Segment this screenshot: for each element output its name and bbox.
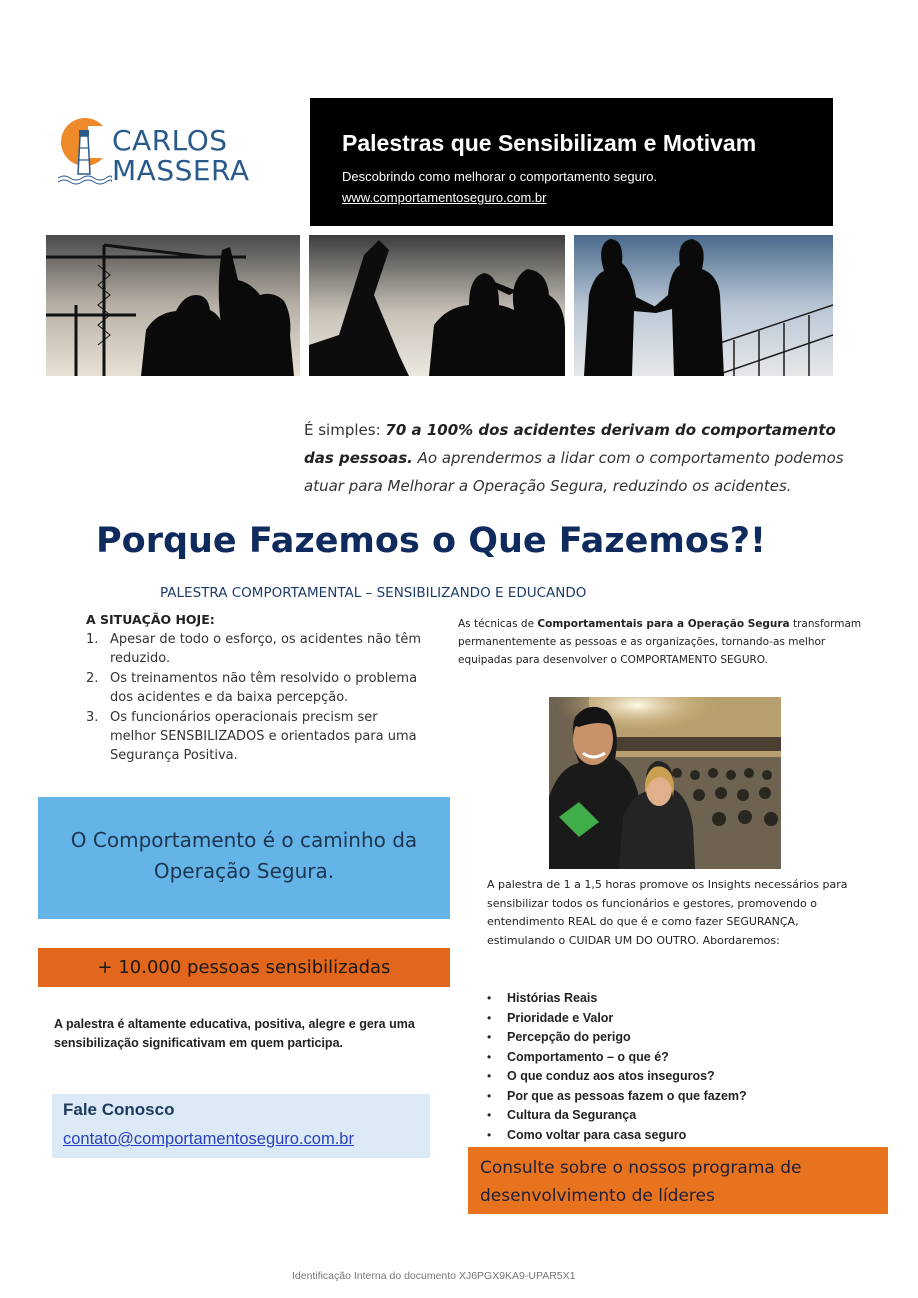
audience-selfie-photo	[549, 697, 781, 869]
list-item: 2. Os treinamentos não têm resolvido o problema dos acidentes e da baixa percepção.	[86, 671, 418, 705]
list-item: • Por que as pessoas fazem o que fazem?	[487, 1087, 867, 1107]
techniques-paragraph: As técnicas de Comportamentais para a Operação Segura transformam permanentemente as pessoas e as organizações, tornando-as melhor equipadas para desenvolver o COMPORTAMENTO SEGURO.	[458, 618, 862, 666]
photo-handshake	[574, 235, 833, 376]
company-logo	[58, 112, 288, 192]
list-item: • Percepção do perigo	[487, 1028, 867, 1048]
page-title: Porque Fazemos o Que Fazemos?!	[96, 521, 766, 561]
lighthouse-logo-icon	[58, 112, 112, 186]
topics-list	[487, 989, 867, 1145]
contact-box	[52, 1094, 430, 1158]
logo-text: CARLOS MASSERA	[112, 124, 250, 187]
lecture-promo-paragraph: A palestra de 1 a 1,5 horas promove os Insights necessários para sensibilizar todos os funcionários e gestores, promovendo o entendimento REAL do que é e como fazer SEGURANÇA, estimulando o CUIDAR UM DO OUTRO. Abordaremos:	[487, 878, 848, 947]
list-item: • Prioridade e Valor	[487, 1009, 867, 1029]
highlight-box: O Comportamento é o caminho da Operação Segura.	[38, 797, 450, 919]
list-item: 1. Apesar de todo o esforço, os acidentes não têm reduzido.	[86, 632, 422, 666]
list-item: • Comportamento – o que é?	[487, 1048, 867, 1068]
contact-label: Fale Conosco	[63, 1100, 175, 1119]
header-title: Palestras que Sensibilizam e Motivam	[342, 130, 757, 156]
header-subtitle: Descobrindo como melhorar o comportamento seguro.	[342, 169, 658, 184]
situation-list	[86, 630, 426, 765]
leadership-program-cta: Consulte sobre o nossos programa de desenvolvimento de líderes	[468, 1147, 888, 1214]
list-item: 3. Os funcionários operacionais precism ser melhor SENSBILIZADOS e orientados para uma Segurança Positiva.	[86, 710, 417, 763]
contact-email-link[interactable]: contato@comportamentoseguro.com.br	[63, 1130, 354, 1148]
list-item: • Cultura da Segurança	[487, 1106, 867, 1126]
lecture-description: A palestra é altamente educativa, positiva, alegre e gera uma sensibilização significativam em quem participa.	[54, 1017, 415, 1050]
photo-excavator-workers	[309, 235, 565, 376]
list-item: • Histórias Reais	[487, 989, 867, 1009]
list-item: • Como voltar para casa seguro	[487, 1126, 867, 1146]
header-banner	[310, 98, 833, 226]
situation-section	[86, 612, 426, 766]
people-count-banner: + 10.000 pessoas sensibilizadas	[38, 948, 450, 987]
photo-cranes-workers	[46, 235, 300, 376]
page-subtitle: PALESTRA COMPORTAMENTAL – SENSIBILIZANDO E EDUCANDO	[160, 585, 587, 601]
header-url-link[interactable]: www.comportamentoseguro.com.br	[342, 190, 547, 205]
list-item: • O que conduz aos atos inseguros?	[487, 1067, 867, 1087]
situation-heading: A SITUAÇÃO HOJE:	[86, 612, 215, 627]
intro-paragraph: É simples: 70 a 100% dos acidentes derivam do comportamento das pessoas. Ao aprendermos a lidar com o comportamento podemos atuar para Melhorar a Operação Segura, reduzindo os acidentes.	[304, 421, 844, 495]
document-id-footer: Identificação Interna do documento XJ6PGX9KA9-UPAR5X1	[292, 1270, 576, 1282]
